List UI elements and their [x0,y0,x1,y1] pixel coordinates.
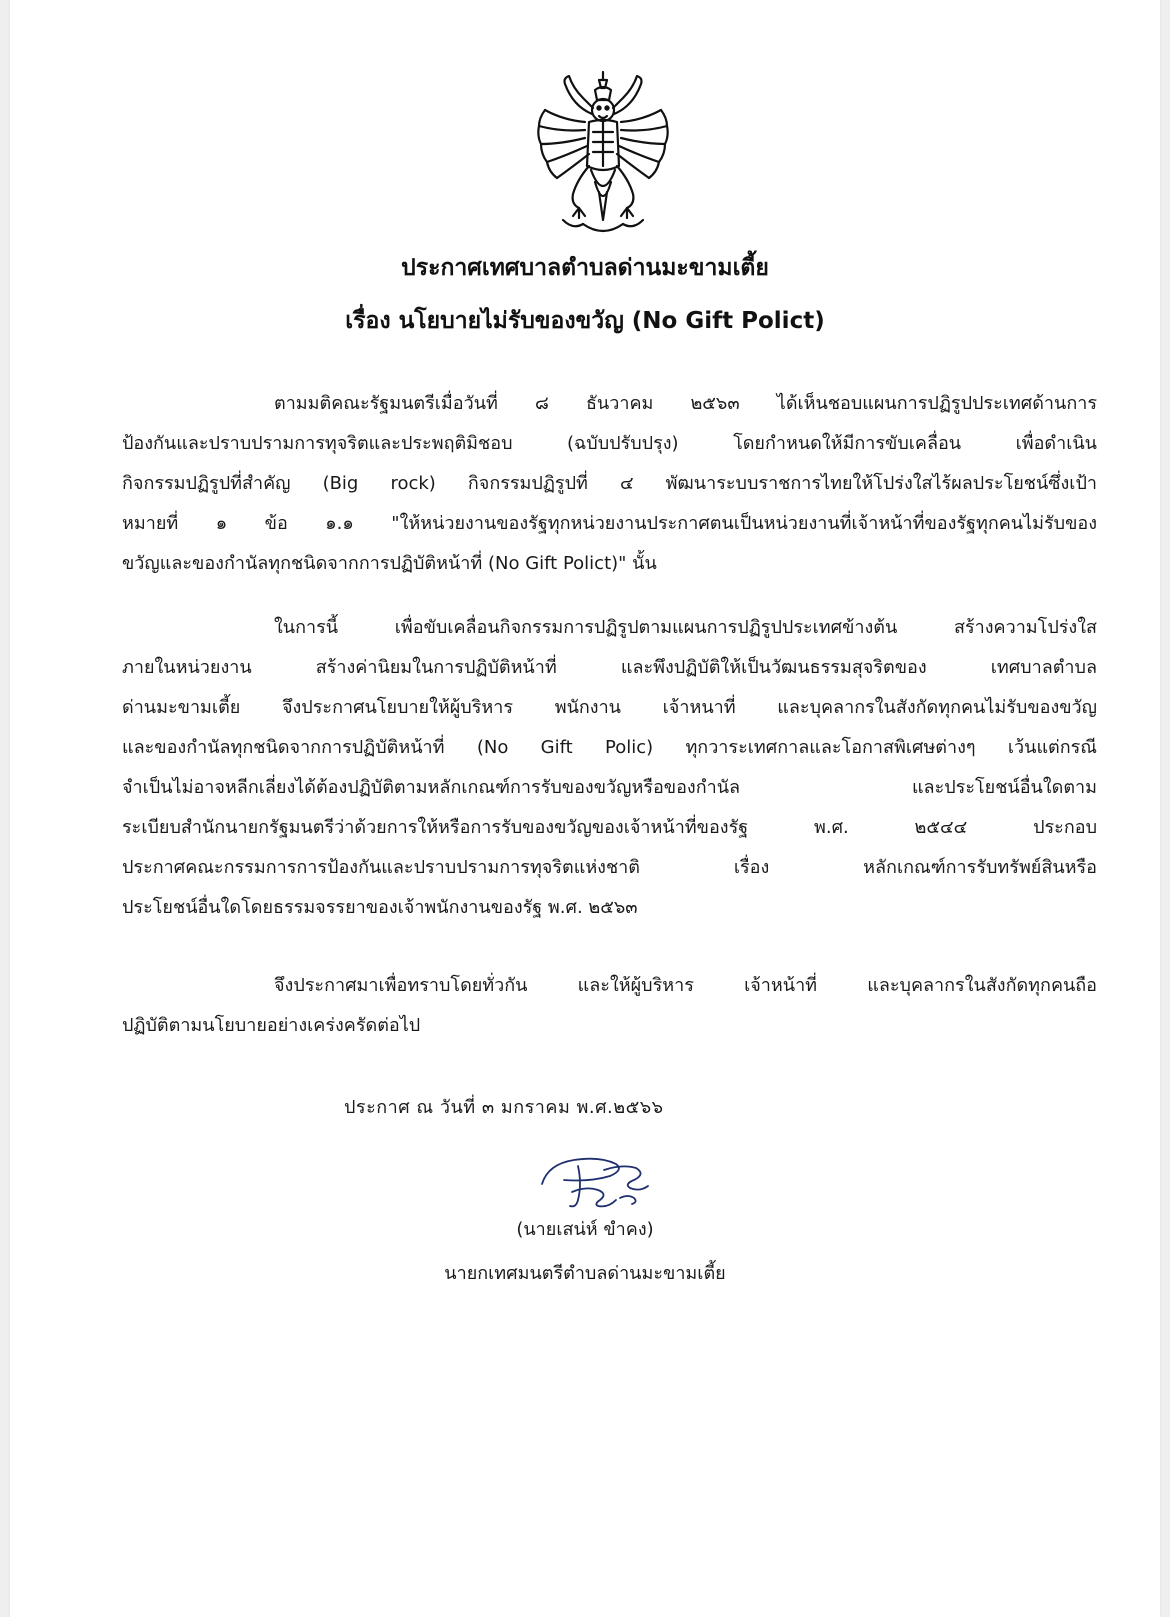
paragraph-line: ตามมติคณะรัฐมนตรีเมื่อวันที่ ๘ ธันวาคม ๒๕๖๓ ได้เห็นชอบแผนการปฏิรูปประเทศด้านการ [274,393,1097,414]
paragraph-line: ขวัญและของกำนัลทุกชนิดจากการปฏิบัติหน้าที่ (No Gift Polict)" นั้น [122,553,657,574]
body-paragraph-3 [122,966,1097,1046]
paragraph-line: ประกาศคณะกรรมการการป้องกันและปราบปรามการทุจริตแห่งชาติ เรื่อง หลักเกณฑ์การรับทรัพย์สินหรือ [122,857,1097,878]
garuda-emblem-icon [533,70,673,240]
paragraph-line: จำเป็นไม่อาจหลีกเลี่ยงได้ต้องปฏิบัติตามหลักเกณฑ์การรับของขวัญหรือของกำนัล และประโยชน์อื่นใดตาม [122,777,1097,798]
paragraph-line: ประโยชน์อื่นใดโดยธรรมจรรยาของเจ้าพนักงานของรัฐ พ.ศ. ๒๕๖๓ [122,897,638,918]
paragraph-line: ด่านมะขามเตี้ย จึงประกาศนโยบายให้ผู้บริหาร พนักงาน เจ้าหนาที่ และบุคลากรในสังกัดทุกคนไม่รับของขวัญ [122,697,1097,718]
announcement-subject: เรื่อง นโยบายไม่รับของขวัญ (No Gift Polict) [345,308,825,334]
signature-icon [538,1150,658,1212]
paragraph-line: ระเบียบสำนักนายกรัฐมนตรีว่าด้วยการให้หรือการรับของขวัญของเจ้าหน้าที่ของรัฐ พ.ศ. ๒๕๔๔ ประกอบ [122,817,1097,838]
paragraph-line: หมายที่ ๑ ข้อ ๑.๑ "ให้หน่วยงานของรัฐทุกหน่วยงานประกาศตนเป็นหน่วยงานที่เจ้าหน้าที่ของรัฐทุกคนไม่รับของ [122,513,1097,534]
paragraph-line: ในการนี้ เพื่อขับเคลื่อนกิจกรรมการปฏิรูปตามแผนการปฏิรูปประเทศข้างต้น สร้างความโปร่งใส [274,617,1097,638]
announcement-title: ประกาศเทศบาลตำบลด่านมะขามเตี้ย [401,255,769,281]
paragraph-line: ปฏิบัติตามนโยบายอย่างเคร่งครัดต่อไป [122,1015,421,1036]
paragraph-line: ป้องกันและปราบปรามการทุจริตและประพฤติมิชอบ (ฉบับปรับปรุง) โดยกำหนดให้มีการขับเคลื่อน เพื่อดำเนิน [122,433,1097,454]
paragraph-line: ภายในหน่วยงาน สร้างค่านิยมในการปฏิบัติหน้าที่ และพึงปฏิบัติให้เป็นวัฒนธรรมสุจริตของ เทศบาลตำบล [122,657,1097,678]
paragraph-line: กิจกรรมปฏิรูปที่สำคัญ (Big rock) กิจกรรมปฏิรูปที่ ๔ พัฒนาระบบราชการไทยให้โปร่งใสไร้ผลประโยชน์ซึ่งเป้า [122,473,1097,494]
paragraph-line: และของกำนัลทุกชนิดจากการปฏิบัติหน้าที่ (No Gift Polic) ทุกวาระเทศกาลและโอกาสพิเศษต่างๆ เว้นแต่กรณี [122,737,1097,758]
body-paragraph-1 [122,384,1097,584]
signer-name: (นายเสน่ห์ ขำคง) [516,1219,654,1240]
document-page [10,0,1160,1617]
body-paragraph-2 [122,608,1097,928]
announcement-date: ประกาศ ณ วันที่ ๓ มกราคม พ.ศ.๒๕๖๖ [344,1097,664,1118]
paragraph-line: จึงประกาศมาเพื่อทราบโดยทั่วกัน และให้ผู้บริหาร เจ้าหน้าที่ และบุคลากรในสังกัดทุกคนถือ [274,975,1097,996]
signer-position: นายกเทศมนตรีตำบลด่านมะขามเตี้ย [444,1263,726,1284]
